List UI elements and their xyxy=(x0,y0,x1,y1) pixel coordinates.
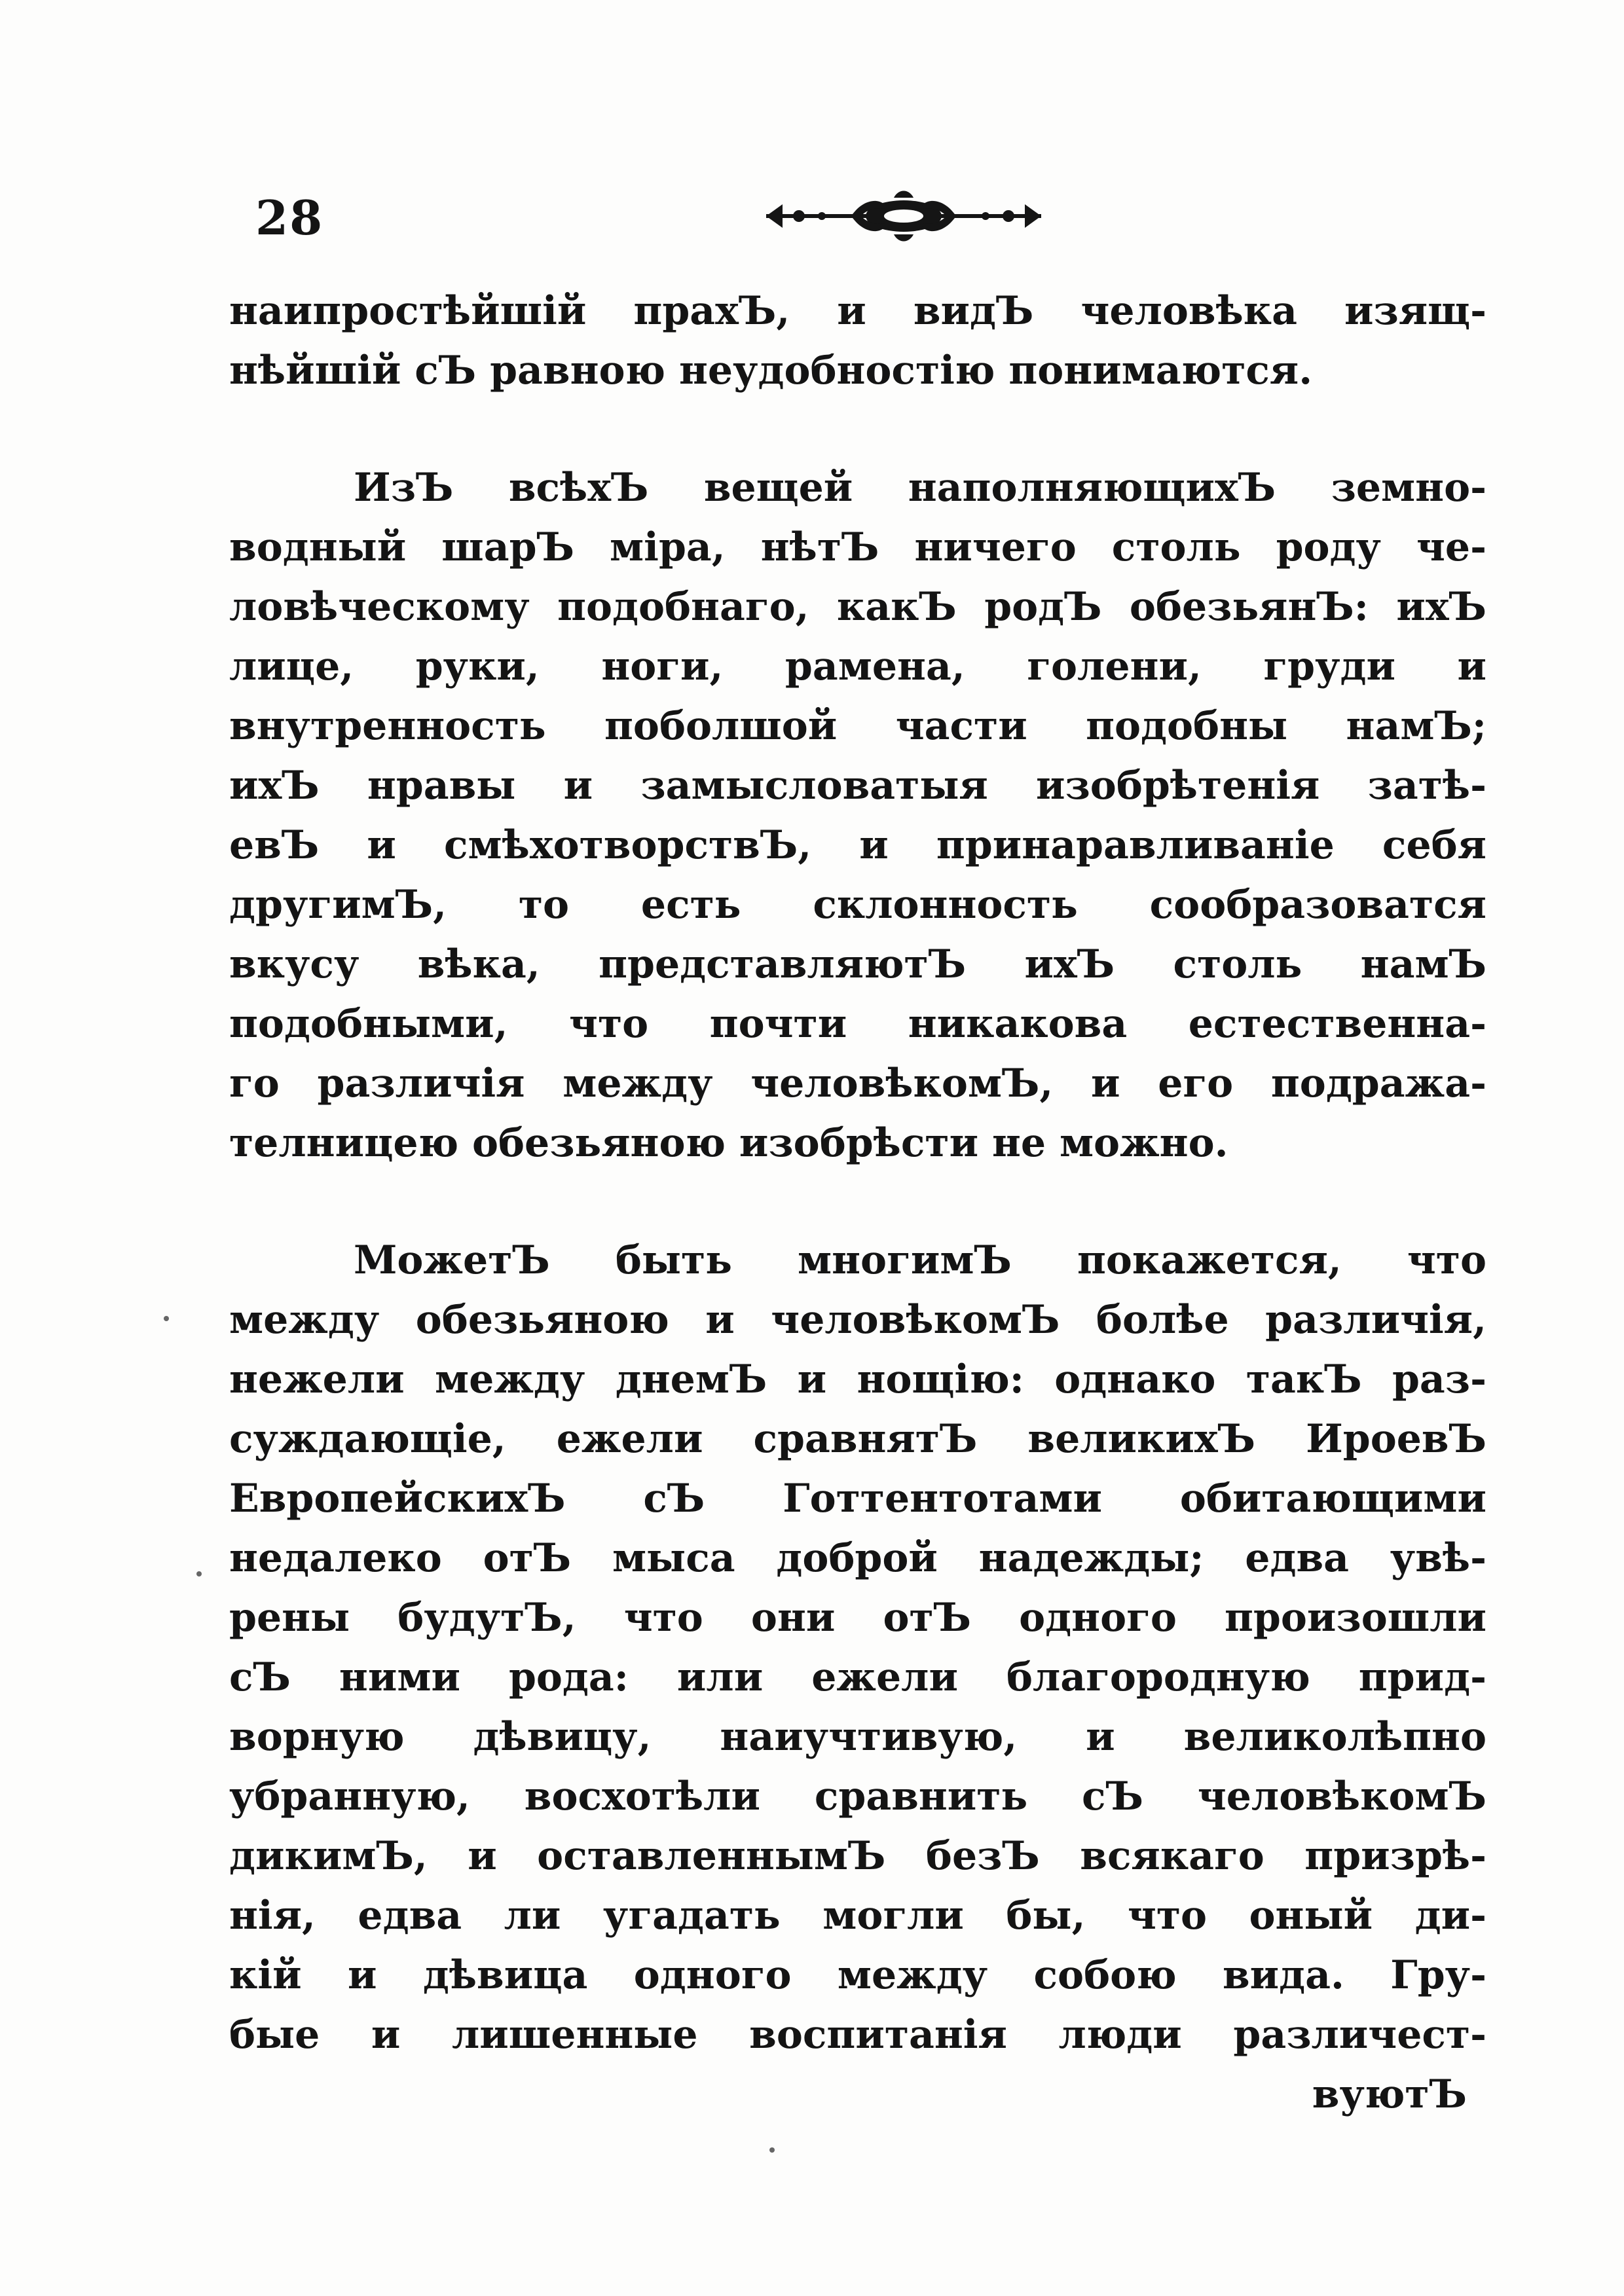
paragraph-3 xyxy=(229,1231,1486,2065)
paragraph-gap xyxy=(229,1173,1486,1231)
text-line: нія, едва ли угадать могли бы, что оный ди- xyxy=(229,1893,1486,1939)
text-line: ихЪ нравы и замысловатыя изобрѣтенія затѣ- xyxy=(229,763,1486,809)
paper-speck xyxy=(164,1316,169,1321)
paragraph-gap xyxy=(229,401,1486,458)
text-line: бые и лишенные воспитанія люди различест- xyxy=(229,2012,1486,2058)
text-line: нежели между днемЪ и нощію: однако такЪ раз- xyxy=(229,1357,1486,1402)
text-line: ловѣческому подобнаго, какЪ родЪ обезьянЪ: ихЪ xyxy=(229,584,1486,630)
text-line: другимЪ, то есть склонность сообразоватся xyxy=(229,882,1486,928)
text-line: евЪ и смѣхотворствЪ, и принаравливаніе себя xyxy=(229,822,1486,868)
text-line: сЪ ними рода: или ежели благородную прид- xyxy=(229,1654,1486,1700)
text-line: рены будутЪ, что они отЪ одного произошли xyxy=(229,1595,1486,1641)
text-line: убранную, восхотѣли сравнить сЪ человѣкомЪ xyxy=(229,1774,1486,1819)
text-line: ИзЪ всѣхЪ вещей наполняющихЪ земно- xyxy=(354,465,1486,511)
printer-ornament-icon xyxy=(753,183,1054,249)
text-line: телницею обезьяною изобрѣсти не можно. xyxy=(229,1120,1228,1166)
text-line: наипростѣйшій прахЪ, и видЪ человѣка изящ- xyxy=(229,288,1486,334)
text-line: суждающіе, ежели сравнятЪ великихЪ ИроевЪ xyxy=(229,1416,1486,1462)
text-line: лице, руки, ноги, рамена, голени, груди и xyxy=(229,644,1486,689)
body-text xyxy=(229,282,1486,2124)
text-line: дикимЪ, и оставленнымЪ безЪ всякаго призрѣ- xyxy=(229,1833,1486,1879)
text-line: го различія между человѣкомЪ, и его подража- xyxy=(229,1061,1486,1106)
page-header xyxy=(249,177,1493,255)
text-line: водный шарЪ міра, нѣтЪ ничего столь роду че- xyxy=(229,524,1486,570)
page-number: 28 xyxy=(255,190,324,246)
catchword: вуютЪ xyxy=(1312,2071,1467,2117)
text-line: вкусу вѣка, представляютЪ ихЪ столь намЪ xyxy=(229,941,1486,987)
text-line: ЕвропейскихЪ сЪ Готтентотами обитающими xyxy=(229,1476,1486,1522)
text-line: МожетЪ быть многимЪ покажется, что xyxy=(354,1237,1486,1283)
text-line: подобными, что почти никакова естественна- xyxy=(229,1001,1486,1047)
text-line: внутренность поболшой части подобны намЪ; xyxy=(229,703,1486,749)
text-line: недалеко отЪ мыса доброй надежды; едва увѣ- xyxy=(229,1535,1486,1581)
paragraph-2 xyxy=(229,458,1486,1173)
text-line: кій и дѣвица одного между собою вида. Гру- xyxy=(229,1952,1486,1998)
text-line: нѣйшій сЪ равною неудобностію понимаются. xyxy=(229,348,1313,393)
paper-speck xyxy=(196,1571,202,1576)
paragraph-1 xyxy=(229,282,1486,401)
paper-speck xyxy=(769,2147,775,2153)
text-line: между обезьяною и человѣкомЪ болѣе различія, xyxy=(229,1297,1486,1343)
text-line: ворную дѣвицу, наиучтивую, и великолѣпно xyxy=(229,1714,1486,1760)
